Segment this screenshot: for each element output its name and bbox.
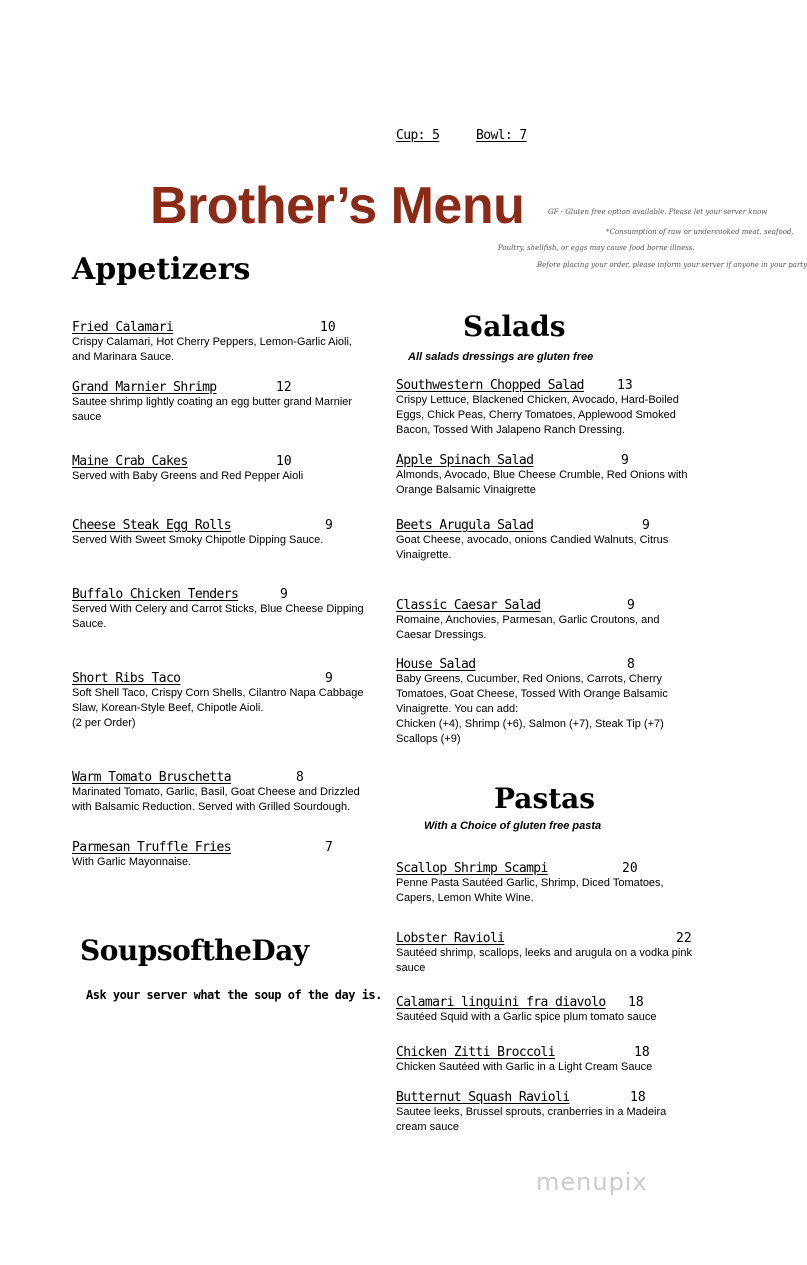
item-name: Butternut Squash Ravioli: [396, 1090, 570, 1105]
item-description: Sautéed shrimp, scallops, leeks and arugula on a vodka pink sauce: [396, 947, 692, 974]
item-name: Parmesan Truffle Fries: [72, 840, 231, 855]
item-name: Southwestern Chopped Salad: [396, 378, 584, 393]
item-name: Lobster Ravioli: [396, 931, 505, 946]
item-description: Goat Cheese, avocado, onions Candied Walnuts, Citrus Vinaigrette.: [396, 534, 669, 561]
item-description: Penne Pasta Sautéed Garlic, Shrimp, Diced Tomatoes, Capers, Lemon White Wine.: [396, 877, 664, 904]
menu-item: [72, 587, 372, 632]
item-description: Served With Celery and Carrot Sticks, Blue Cheese Dipping Sauce.: [72, 603, 364, 630]
menu-item: [72, 380, 372, 425]
item-description: Soft Shell Taco, Crispy Corn Shells, Cilantro Napa Cabbage Slaw, Korean-Style Beef, Chipotle Aioli.: [72, 687, 364, 714]
menu-item: [396, 378, 696, 438]
soups-subtitle: Ask your server what the soup of the day is.: [86, 988, 382, 1002]
item-description: Sautee leeks, Brussel sprouts, cranberries in a Madeira cream sauce: [396, 1106, 667, 1133]
item-name: Apple Spinach Salad: [396, 453, 534, 468]
item-name: Fried Calamari: [72, 320, 174, 335]
item-name: Scallop Shrimp Scampi: [396, 861, 548, 876]
item-description: Almonds, Avocado, Blue Cheese Crumble, Red Onions with Orange Balsamic Vinaigrette: [396, 469, 688, 496]
item-name: Calamari linguini fra diavolo: [396, 995, 606, 1010]
item-price: 9: [627, 598, 635, 613]
menu-item: [72, 454, 372, 484]
item-name: Short Ribs Taco: [72, 671, 181, 686]
item-price: 12: [276, 380, 292, 395]
item-price: 18: [628, 995, 644, 1010]
item-name: Warm Tomato Bruschetta: [72, 770, 231, 785]
item-name: Classic Caesar Salad: [396, 598, 541, 613]
soups-heading: SoupsoftheDay: [80, 934, 309, 967]
appetizers-heading: Appetizers: [72, 252, 251, 287]
note-raw-meat: *Consumption of raw or undercooked meat, seafood,: [606, 228, 794, 236]
menu-item: [396, 931, 706, 976]
menu-title: Brother’s Menu: [150, 177, 525, 235]
item-description: Romaine, Anchovies, Parmesan, Garlic Croutons, and Caesar Dressings.: [396, 614, 660, 641]
item-description: Sautéed Squid with a Garlic spice plum tomato sauce: [396, 1011, 657, 1023]
item-name: Grand Marnier Shrimp: [72, 380, 217, 395]
note-gluten-free: GF - Gluten free option available. Please let your server know: [548, 208, 768, 216]
item-price: 9: [642, 518, 650, 533]
item-description: Served With Sweet Smoky Chipotle Dipping Sauce.: [72, 534, 324, 546]
item-price: 8: [296, 770, 304, 785]
item-description: Sautee shrimp lightly coating an egg butter grand Marnier sauce: [72, 396, 353, 423]
item-price: 20: [622, 861, 638, 876]
item-description: With Garlic Mayonnaise.: [72, 856, 192, 868]
menu-item: [396, 1045, 696, 1075]
item-name: Chicken Zitti Broccoli: [396, 1045, 555, 1060]
item-note: (2 per Order): [72, 717, 136, 729]
cup-price: Cup: 5: [396, 128, 440, 143]
item-price: 8: [627, 657, 635, 672]
item-addons-more: Scallops (+9): [396, 733, 461, 745]
salads-heading: Salads: [463, 310, 566, 343]
item-price: 22: [676, 931, 692, 946]
item-price: 7: [325, 840, 333, 855]
watermark: menupix: [536, 1168, 648, 1196]
menu-item: [396, 657, 696, 747]
item-name: Cheese Steak Egg Rolls: [72, 518, 231, 533]
bowl-price: Bowl: 7: [476, 128, 527, 143]
menu-item: [396, 995, 696, 1025]
item-price: 9: [325, 671, 333, 686]
item-price: 9: [280, 587, 288, 602]
item-description: Served with Baby Greens and Red Pepper Aioli: [72, 470, 304, 482]
menu-item: [396, 861, 686, 906]
note-allergy: Before placing your order, please inform your server if anyone in your party: [537, 261, 807, 269]
item-price: 9: [621, 453, 629, 468]
item-description: Crispy Lettuce, Blackened Chicken, Avocado, Hard-Boiled Eggs, Chick Peas, Cherry Tomatoes, Applewood Smoked Bacon, Tossed With Jalapeno Ranch Dressing.: [396, 394, 679, 436]
item-name: Buffalo Chicken Tenders: [72, 587, 239, 602]
salads-subtitle: All salads dressings are gluten free: [408, 351, 594, 363]
item-price: 18: [634, 1045, 650, 1060]
menu-item: [396, 1090, 696, 1135]
pastas-subtitle: With a Choice of gluten free pasta: [424, 820, 602, 832]
note-illness: Poultry, shellfish, or eggs may cause food borne illness.: [498, 244, 695, 252]
item-name: Maine Crab Cakes: [72, 454, 188, 469]
item-price: 18: [630, 1090, 646, 1105]
item-name: House Salad: [396, 657, 476, 672]
item-price: 9: [325, 518, 333, 533]
item-description: Baby Greens, Cucumber, Red Onions, Carrots, Cherry Tomatoes, Goat Cheese, Tossed With Orange Balsamic Vinaigrette. You can add:: [396, 673, 668, 715]
item-addons: Chicken (+4), Shrimp (+6), Salmon (+7), Steak Tip (+7): [396, 718, 664, 730]
item-name: Beets Arugula Salad: [396, 518, 534, 533]
item-description: Crispy Calamari, Hot Cherry Peppers, Lemon-Garlic Aioli, and Marinara Sauce.: [72, 336, 352, 363]
menu-item: [396, 453, 702, 498]
item-price: 10: [276, 454, 292, 469]
item-price: 13: [617, 378, 633, 393]
menu-item: [396, 598, 686, 643]
item-description: Marinated Tomato, Garlic, Basil, Goat Cheese and Drizzled with Balsamic Reduction. Served with Grilled Sourdough.: [72, 786, 360, 813]
menu-item: [72, 770, 372, 815]
item-description: Chicken Sautéed with Garlic in a Light Cream Sauce: [396, 1061, 653, 1073]
item-price: 10: [320, 320, 336, 335]
pastas-heading: Pastas: [494, 782, 596, 815]
